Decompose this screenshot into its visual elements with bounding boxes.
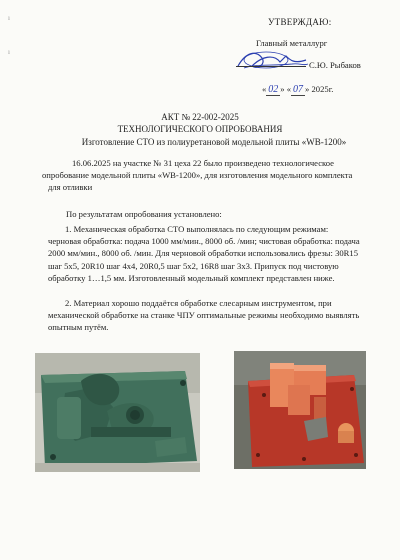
approval-title: УТВЕРЖДАЮ: bbox=[268, 17, 332, 27]
date-day: 02 bbox=[268, 84, 279, 95]
act-type: ТЕХНОЛОГИЧЕСКОГО ОПРОБОВАНИЯ bbox=[117, 124, 283, 134]
item-1 bbox=[48, 223, 388, 284]
act-subject: Изготовление СТО из полиуретановой модельной плиты «WB-1200» bbox=[81, 137, 347, 147]
results-heading: По результатам опробования установлено: bbox=[66, 209, 222, 219]
signature-line bbox=[236, 66, 306, 67]
text-line: 2. Материал хорошо поддаётся обработке слесарным инструментом, при bbox=[65, 298, 332, 308]
signature bbox=[232, 44, 312, 76]
text-line: обработку 1…1,5 мм. Изготовленный модельный комплект представлен ниже. bbox=[48, 272, 335, 283]
item-2 bbox=[48, 297, 388, 334]
margin-mark: ı bbox=[8, 14, 10, 22]
act-number: АКТ № 22-002-2025 bbox=[161, 112, 239, 122]
model-photo-red bbox=[234, 351, 366, 469]
text-line: 1. Механическая обработка СТО выполнялась по следующим режимам: bbox=[65, 224, 329, 234]
date-month: 07 bbox=[293, 84, 304, 95]
intro-paragraph bbox=[42, 157, 388, 194]
text-line: 2000 мм/мин., 8000 об. /мин. Для черновой обработки использовались фрезы: 30R15 bbox=[48, 248, 359, 259]
text-line: опытным путём. bbox=[48, 322, 109, 333]
text-line: для отливки bbox=[48, 182, 93, 193]
model-photo-green bbox=[35, 353, 200, 472]
margin-mark: ı bbox=[8, 48, 10, 56]
approval-date: « 02 » « 07 » 2025г. bbox=[262, 84, 334, 95]
text-line: черновая обработка: подача 1000 мм/мин., 8000 об. /мин; чистовая обработка: подача bbox=[48, 236, 360, 247]
date-year: 2025г. bbox=[311, 84, 334, 94]
text-line: 16.06.2025 на участке № 31 цеха 22 было произведено технологическое bbox=[72, 158, 334, 168]
text-line: механической обработке на станке ЧПУ оптимальные режимы необходимо выявлять bbox=[48, 310, 360, 321]
text-line: опробование модельной плиты «WB-1200», для изготовления модельного комплекта bbox=[42, 170, 353, 181]
approval-name: С.Ю. Рыбаков bbox=[309, 60, 361, 70]
approval-position: Главный металлург bbox=[256, 38, 328, 48]
text-line: шаг 5х5, 20R10 шаг 4х4, 20R0,5 шаг 5х2, 16R8 шаг 3х3. Припуск под чистовую bbox=[48, 260, 339, 271]
